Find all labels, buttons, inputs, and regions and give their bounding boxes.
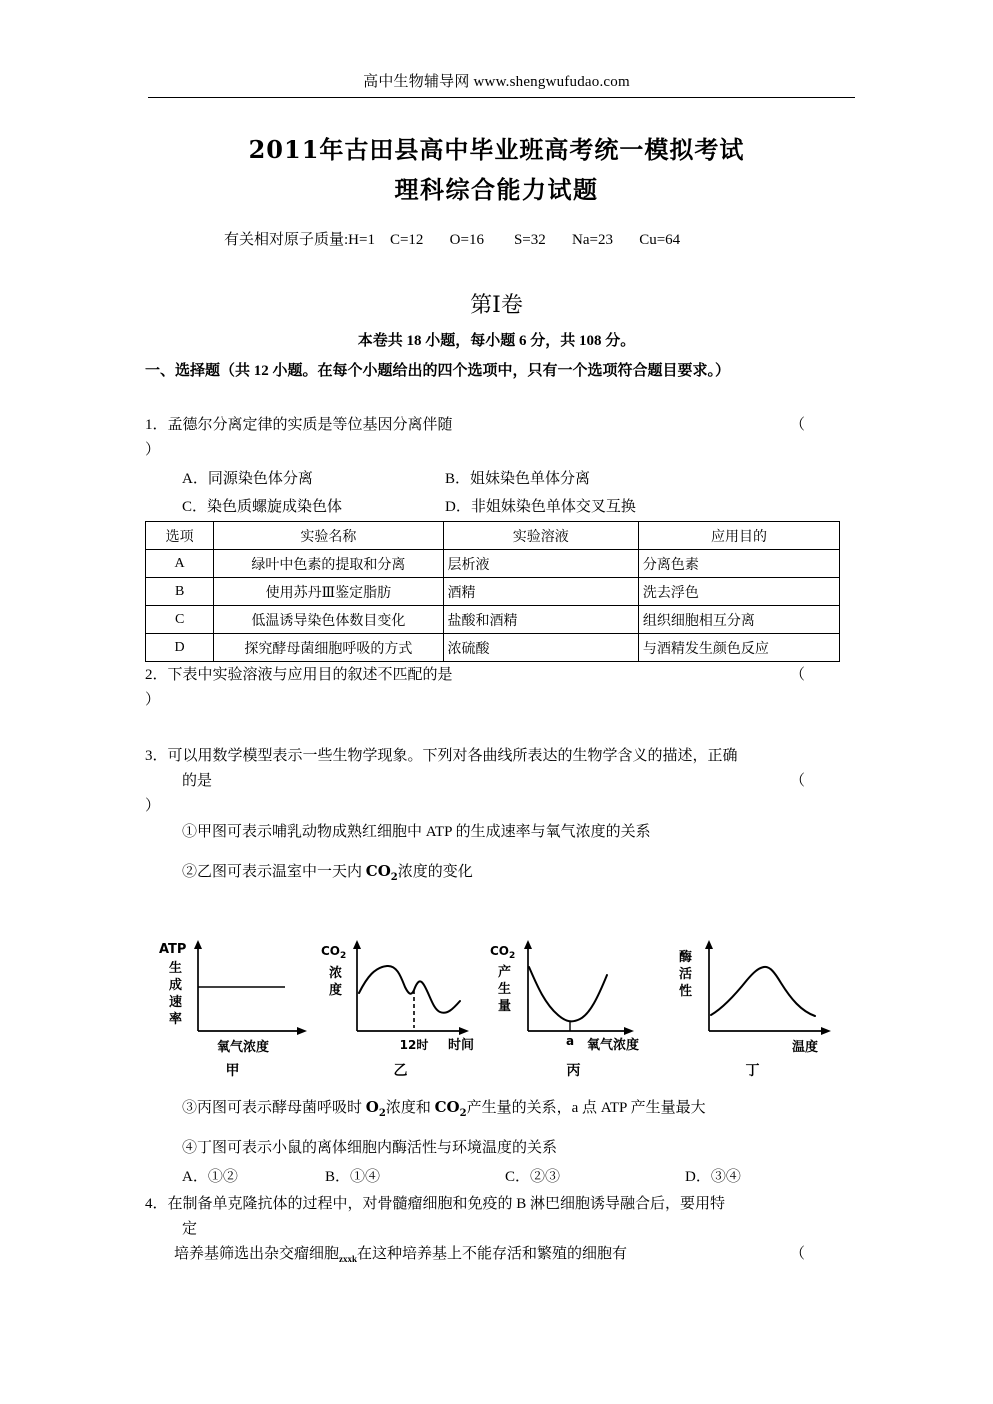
o2-symbol: O [365,1098,379,1116]
zxxk-watermark: zxxk [339,1254,358,1264]
figure-ding [665,935,865,1080]
option-b[interactable]: B．姐妹染色单体分离 [445,471,591,487]
table-row [146,634,840,662]
figure-ding-caption: 丁 [745,1063,760,1079]
jia-xlabel: 氧气浓度 [216,1040,270,1055]
cell-purpose: 洗去浮色 [638,578,839,606]
answer-a[interactable]: A．①② [182,1169,238,1185]
cell-solution: 盐酸和酒精 [443,606,638,634]
option-c[interactable]: C．染色质螺旋成染色体 [182,499,343,515]
option-row [145,465,865,493]
jia-ylabel-4: 率 [169,1012,183,1027]
th-option: 选项 [146,522,214,550]
figure-bing-caption: 丙 [566,1063,581,1079]
experiment-table [145,521,840,662]
item3-middle: 浓度和 [385,1100,435,1116]
cell-purpose: 分离色素 [638,550,839,578]
section-heading: 一、选择题（共 12 小题。在每个小题给出的四个选项中，只有一个选项符合题目要求。） [145,363,731,379]
question-3-item-4: ④丁图可表示小鼠的离体细胞内酶活性与环境温度的关系 [182,1140,558,1156]
question-4-stem-line3 [174,1242,627,1272]
question-2-stem: 2．下表中实验溶液与应用目的叙述不匹配的是 [145,667,453,683]
bing-x-arrow [624,1027,634,1035]
yi-x-arrow [459,1027,469,1035]
answer-b[interactable]: B．①④ [325,1169,381,1185]
yi-y-arrow [353,940,361,949]
figure-ding-svg [665,935,865,1057]
figure-jia [145,935,320,1080]
yi-curve [359,966,460,1013]
cell-purpose: 与酒精发生颜色反应 [638,634,839,662]
exam-subtitle: 理科综合能力试题 [394,176,599,204]
ding-ylabel-1: 酶 [679,950,693,965]
bing-ylabel-top: $CO_2$ [490,944,516,961]
bing-curve [529,967,607,1021]
figure-bing-svg [486,935,661,1057]
question-2-paren-close: ） [145,692,161,708]
q4-line3-prefix: 培养基筛选出杂交瘤细胞 [174,1246,340,1262]
cell-name: 探究酵母菌细胞呼吸的方式 [214,634,443,662]
site-watermark: 高中生物辅导网 www.shengwufudao.com [363,74,630,90]
volume-label: 第Ⅰ卷 [470,292,523,317]
ding-curve [711,967,815,1016]
jia-ylabel-3: 速 [169,995,183,1010]
question-1-paren-close: ） [145,442,161,458]
question-1-paren-open: （ [790,417,806,433]
cell-option: C [146,606,214,634]
q4-line3-suffix: 在这种培养基上不能存活和繁殖的细胞有 [357,1246,628,1262]
bing-y-arrow [524,940,532,949]
ding-x-arrow [821,1027,831,1035]
cell-name: 绿叶中色素的提取和分离 [214,550,443,578]
question-3-answer-row [145,1165,865,1186]
yi-xlabel: 时间 [447,1038,475,1053]
figure-yi [313,935,488,1080]
table-row [146,606,840,634]
cell-solution: 酒精 [443,578,638,606]
table-row [146,578,840,606]
option-d[interactable]: D．非姐妹染色单体交叉互换 [445,499,636,515]
bing-xlabel: 氧气浓度 [586,1038,640,1053]
cell-option: B [146,578,214,606]
th-purpose: 应用目的 [638,522,839,550]
bing-xtick-a: a [565,1034,575,1048]
table-header-row [146,522,840,550]
header-divider [148,97,855,98]
jia-y-arrow [194,940,202,949]
o2-formula [365,1098,386,1119]
jia-ylabel-1: 生 [169,961,183,976]
option-row [145,493,865,521]
ding-y-arrow [705,940,713,949]
question-4-stem-line1: 4．在制备单克隆抗体的过程中，对骨髓瘤细胞和免疫的 B 淋巴细胞诱导融合后，要用特 [145,1196,726,1212]
co2-subscript: 2 [390,872,398,883]
co2-symbol: CO [365,862,391,880]
th-solution: 实验溶液 [443,522,638,550]
cell-name: 使用苏丹Ⅲ鉴定脂肪 [214,578,443,606]
scope-line: 本卷共 18 小题，每小题 6 分，共 108 分。 [357,333,636,349]
item2-prefix: ②乙图可表示温室中一天内 [182,864,366,880]
jia-x-arrow [297,1027,307,1035]
ding-xlabel: 温度 [791,1040,819,1055]
question-4-stem-line2: 定 [182,1221,198,1237]
cell-option: A [146,550,214,578]
question-3-paren-close: ） [145,798,161,814]
question-1-options [145,465,865,521]
question-3-paren-open: （ [790,773,806,789]
th-name: 实验名称 [214,522,443,550]
item3-prefix: ③丙图可表示酵母菌呼吸时 [182,1100,366,1116]
table-row [146,550,840,578]
co2-symbol-2: CO [434,1098,460,1116]
cell-purpose: 组织细胞相互分离 [638,606,839,634]
yi-ylabel-2: 度 [329,983,343,998]
figure-group [145,935,865,1080]
cell-solution: 浓硫酸 [443,634,638,662]
bing-ylabel-2: 生 [498,982,512,997]
cell-option: D [146,634,214,662]
item2-suffix: 浓度的变化 [397,864,473,880]
co2-subscript-2: 2 [459,1108,467,1119]
question-3-stem-line2: 的是 [182,773,213,789]
bing-ylabel-3: 量 [498,999,512,1014]
figure-yi-svg [313,935,488,1057]
page-header [0,70,993,91]
question-2-paren-open: （ [790,667,806,683]
question-1-stem: 1．孟德尔分离定律的实质是等位基因分离伴随 [145,417,453,433]
cell-solution: 层析液 [443,550,638,578]
figure-jia-svg [145,935,320,1057]
exam-title: 2011年古田县高中毕业班高考统一模拟考试 [248,135,745,164]
cell-name: 低温诱导染色体数目变化 [214,606,443,634]
jia-ylabel-2: 成 [169,978,183,993]
ding-ylabel-2: 活 [679,967,693,982]
question-3-item-2 [182,860,473,883]
figure-jia-caption: 甲 [225,1063,240,1079]
jia-ylabel-top: ATP [159,942,187,957]
figure-yi-caption: 乙 [393,1063,408,1079]
ding-ylabel-3: 性 [679,984,693,999]
atomic-mass-line: 有关相对原子质量:H=1 C=12 O=16 S=32 Na=23 Cu=64 [224,232,681,248]
co2-formula [365,862,398,883]
o2-subscript: 2 [378,1108,386,1119]
answer-d[interactable]: D．③④ [685,1169,741,1185]
item3-suffix: 产生量的关系，a 点 ATP 产生量最大 [466,1100,706,1116]
yi-xtick: 12时 [399,1038,429,1052]
question-4-paren-open: （ [790,1246,806,1262]
figure-bing [486,935,661,1080]
bing-ylabel-1: 产 [498,965,512,980]
option-a[interactable]: A．同源染色体分离 [182,471,313,487]
co2-formula-2 [434,1098,467,1119]
question-3-item-3 [182,1096,706,1119]
yi-ylabel-1: 浓 [329,966,343,981]
answer-c[interactable]: C．②③ [505,1169,561,1185]
yi-ylabel-top: $CO_2$ [321,944,347,961]
question-3-item-1: ①甲图可表示哺乳动物成熟红细胞中 ATP 的生成速率与氧气浓度的关系 [182,824,651,840]
question-3-stem-line1: 3．可以用数学模型表示一些生物学现象。下列对各曲线所表达的生物学含义的描述，正确 [145,748,738,764]
